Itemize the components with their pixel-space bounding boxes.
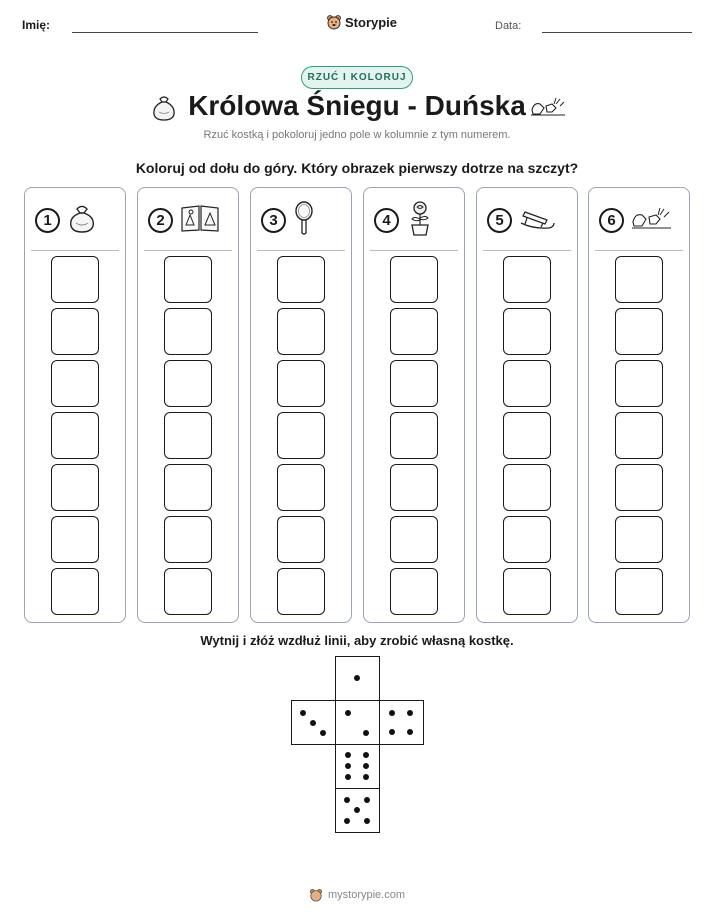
color-cell[interactable] bbox=[277, 568, 325, 615]
color-cell[interactable] bbox=[51, 412, 99, 459]
die-pip bbox=[354, 807, 360, 813]
die-face-1[interactable] bbox=[335, 656, 380, 701]
color-cell[interactable] bbox=[615, 412, 663, 459]
color-cell[interactable] bbox=[503, 412, 551, 459]
instruction-text: Koloruj od dołu do góry. Który obrazek pierwszy dotrze na szczyt? bbox=[135, 160, 579, 176]
date-line bbox=[542, 32, 692, 33]
die-face-4[interactable] bbox=[379, 700, 424, 745]
color-cell[interactable] bbox=[615, 516, 663, 563]
color-cell[interactable] bbox=[277, 464, 325, 511]
column-divider bbox=[257, 250, 345, 251]
color-cell[interactable] bbox=[615, 256, 663, 303]
reindeer-sleigh-icon bbox=[530, 94, 566, 118]
color-cell[interactable] bbox=[390, 256, 438, 303]
picture-book-icon bbox=[180, 203, 220, 238]
color-cell[interactable] bbox=[503, 464, 551, 511]
column-1 bbox=[24, 187, 126, 623]
die-pip bbox=[344, 797, 350, 803]
die-pip bbox=[363, 752, 369, 758]
color-cell[interactable] bbox=[164, 308, 212, 355]
die-face-3[interactable] bbox=[291, 700, 336, 745]
color-cell[interactable] bbox=[51, 516, 99, 563]
column-3 bbox=[250, 187, 352, 623]
color-cell[interactable] bbox=[615, 568, 663, 615]
column-2 bbox=[137, 187, 239, 623]
column-number: 4 bbox=[374, 208, 399, 233]
color-cell[interactable] bbox=[503, 516, 551, 563]
column-header bbox=[599, 202, 679, 238]
column-header bbox=[35, 202, 115, 238]
footer bbox=[0, 888, 714, 902]
die-face-6[interactable] bbox=[335, 744, 380, 789]
color-cell[interactable] bbox=[51, 360, 99, 407]
name-label: Imię: bbox=[22, 18, 51, 32]
column-header bbox=[487, 202, 567, 238]
color-cell[interactable] bbox=[503, 308, 551, 355]
column-divider bbox=[31, 250, 119, 251]
color-cell[interactable] bbox=[164, 256, 212, 303]
die-face-5[interactable] bbox=[335, 788, 380, 833]
name-line bbox=[72, 32, 258, 33]
column-divider bbox=[370, 250, 458, 251]
color-cell[interactable] bbox=[277, 308, 325, 355]
die-pip bbox=[354, 675, 360, 681]
color-cell[interactable] bbox=[277, 516, 325, 563]
column-6 bbox=[588, 187, 690, 623]
sack-icon bbox=[67, 202, 97, 239]
die-pip bbox=[407, 710, 413, 716]
color-cell[interactable] bbox=[51, 568, 99, 615]
column-divider bbox=[483, 250, 571, 251]
color-cell[interactable] bbox=[503, 360, 551, 407]
die-pip bbox=[363, 763, 369, 769]
bear-logo-icon bbox=[326, 14, 342, 30]
color-cell[interactable] bbox=[390, 308, 438, 355]
color-cell[interactable] bbox=[390, 360, 438, 407]
color-cell[interactable] bbox=[615, 360, 663, 407]
page-title: Królowa Śniegu - Duńska bbox=[188, 90, 526, 121]
color-cell[interactable] bbox=[390, 412, 438, 459]
die-pip bbox=[389, 710, 395, 716]
die-pip bbox=[345, 710, 351, 716]
color-cell[interactable] bbox=[164, 412, 212, 459]
column-5 bbox=[476, 187, 578, 623]
die-pip bbox=[363, 774, 369, 780]
die-face-2[interactable] bbox=[335, 700, 380, 745]
color-cell[interactable] bbox=[390, 568, 438, 615]
column-4 bbox=[363, 187, 465, 623]
column-header bbox=[261, 202, 341, 238]
column-number: 3 bbox=[261, 208, 286, 233]
date-label: Data: bbox=[495, 20, 522, 32]
color-cell[interactable] bbox=[164, 516, 212, 563]
die-pip bbox=[344, 818, 350, 824]
hand-mirror-icon bbox=[293, 200, 315, 241]
die-pip bbox=[345, 774, 351, 780]
rose-pot-icon bbox=[406, 199, 434, 242]
color-cell[interactable] bbox=[615, 464, 663, 511]
die-pip bbox=[300, 710, 306, 716]
color-cell[interactable] bbox=[164, 568, 212, 615]
column-divider bbox=[595, 250, 683, 251]
column-divider bbox=[144, 250, 232, 251]
color-cell[interactable] bbox=[503, 568, 551, 615]
color-cell[interactable] bbox=[164, 360, 212, 407]
die-pip bbox=[363, 730, 369, 736]
color-cell[interactable] bbox=[277, 412, 325, 459]
die-pip bbox=[310, 720, 316, 726]
color-cell[interactable] bbox=[51, 464, 99, 511]
die-pip bbox=[345, 763, 351, 769]
color-cell[interactable] bbox=[390, 516, 438, 563]
page-subtitle: Rzuć kostką i pokoloruj jedno pole w kolumnie z tym numerem. bbox=[203, 129, 511, 141]
dice-instruction: Wytnij i złóż wzdłuż linii, aby zrobić własną kostkę. bbox=[200, 633, 514, 648]
bear-logo-icon bbox=[309, 888, 323, 902]
sled-icon bbox=[519, 206, 557, 235]
column-number: 6 bbox=[599, 208, 624, 233]
column-header bbox=[148, 202, 228, 238]
color-cell[interactable] bbox=[277, 256, 325, 303]
column-number: 1 bbox=[35, 208, 60, 233]
color-cell[interactable] bbox=[51, 256, 99, 303]
color-cell[interactable] bbox=[615, 308, 663, 355]
activity-badge: RZUĆ I KOLORUJ bbox=[301, 66, 413, 89]
color-cell[interactable] bbox=[277, 360, 325, 407]
color-cell[interactable] bbox=[503, 256, 551, 303]
die-pip bbox=[320, 730, 326, 736]
die-pip bbox=[364, 797, 370, 803]
column-header bbox=[374, 202, 454, 238]
die-pip bbox=[364, 818, 370, 824]
column-number: 5 bbox=[487, 208, 512, 233]
die-pip bbox=[345, 752, 351, 758]
column-number: 2 bbox=[148, 208, 173, 233]
brand-logo bbox=[326, 14, 397, 30]
color-cell[interactable] bbox=[51, 308, 99, 355]
reindeer-sleigh-icon bbox=[631, 204, 673, 237]
footer-url[interactable]: mystorypie.com bbox=[327, 889, 406, 901]
die-pip bbox=[407, 729, 413, 735]
color-cell[interactable] bbox=[164, 464, 212, 511]
color-cell[interactable] bbox=[390, 464, 438, 511]
brand-name: Storypie bbox=[345, 14, 398, 30]
die-pip bbox=[389, 729, 395, 735]
